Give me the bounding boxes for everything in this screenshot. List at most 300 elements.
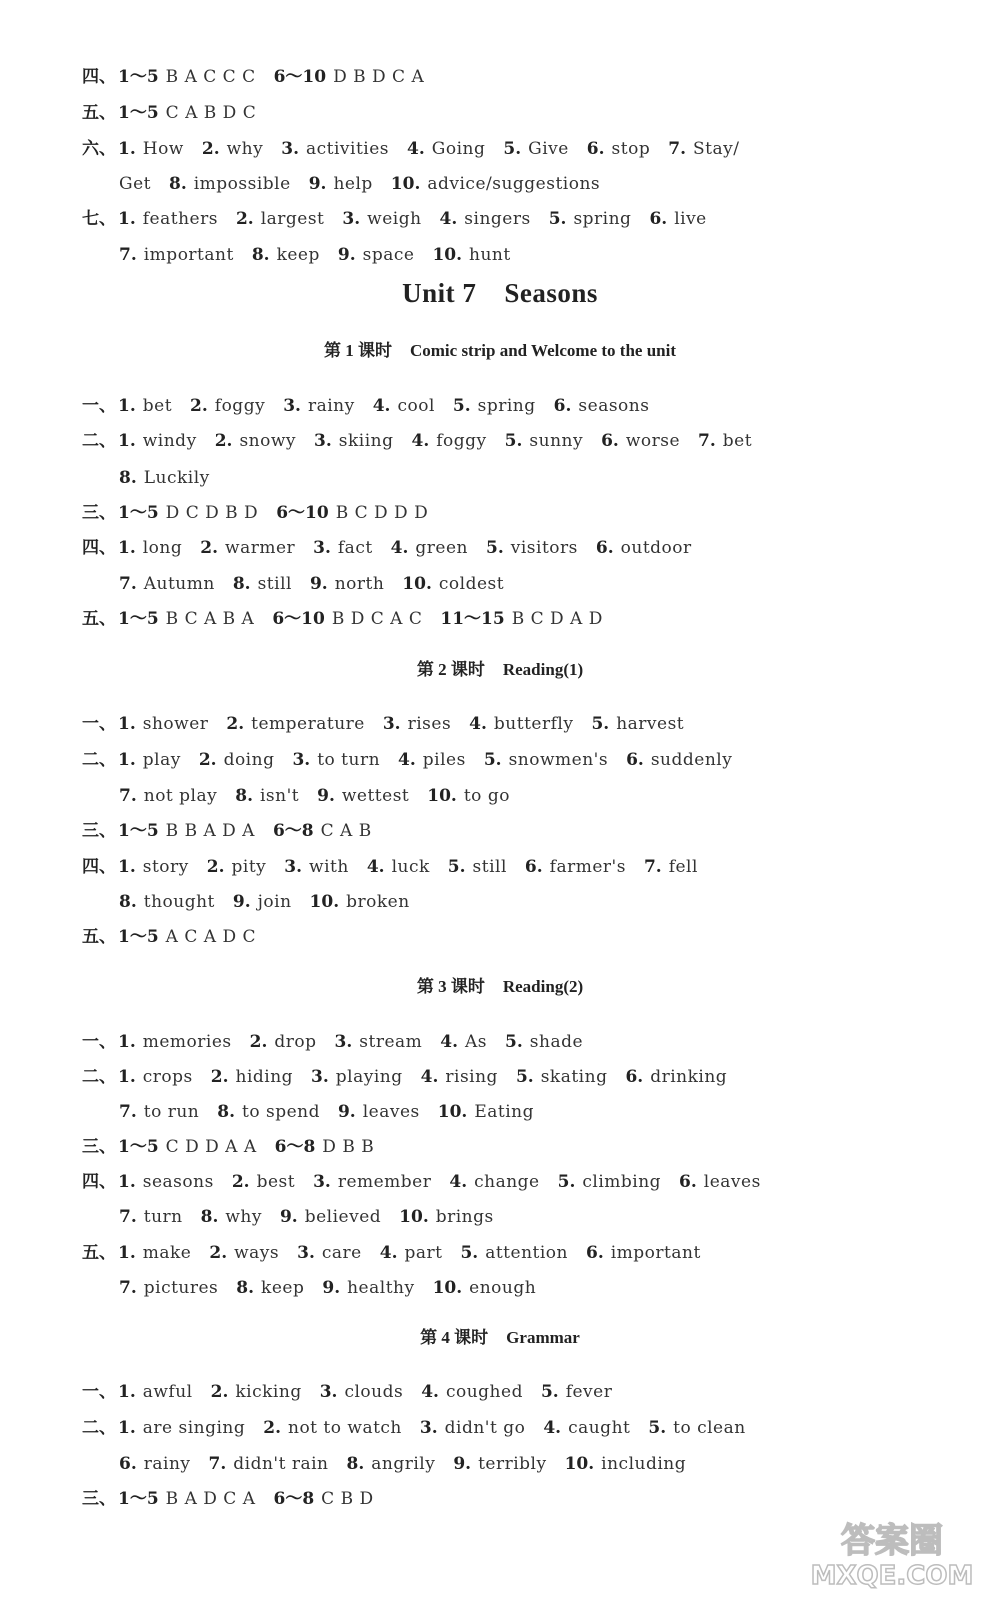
answer-text: D B B [322,1137,375,1157]
answer-item [391,167,600,201]
question-number: 8. [346,1454,365,1474]
answer-item [297,1236,362,1270]
question-number: 8. [232,574,251,594]
question-number: 10. [564,1454,595,1474]
answer-text: turn [143,1207,183,1227]
answer-item [273,1482,373,1516]
question-number: 2. [214,431,233,451]
question-number: 2. [231,1172,250,1192]
answer-row [119,779,904,813]
section-label: 五、 [82,1243,116,1262]
question-number: 4. [421,1382,439,1402]
question-number: 7. [119,574,137,594]
answer-row [82,602,904,636]
question-number: 5. [557,1172,576,1192]
answer-text: B D C A C [331,609,423,629]
section-label: 三、 [82,1489,116,1508]
answer-text: B C A B A [165,609,255,629]
question-number: 7. [119,245,137,265]
answer-text: largest [260,209,325,229]
section-label: 二、 [82,431,116,450]
question-number: 4. [469,714,487,734]
answer-item [272,602,422,636]
question-number: 1. [118,396,136,416]
question-number: 8. [119,468,137,488]
question-number: 9. [317,786,335,806]
answer-item [118,202,218,236]
answer-item [346,1447,435,1481]
question-number: 9. [337,1102,356,1122]
answer-item [118,1025,232,1059]
answer-item [118,1411,245,1445]
answer-item [211,1060,293,1094]
answer-text: enough [469,1278,537,1298]
answer-item [453,1447,546,1481]
answer-text: weigh [367,209,422,229]
answer-text: rises [407,714,452,734]
question-number: 2. [235,209,254,229]
question-number: 1. [118,538,136,558]
question-number: 4. [390,538,409,558]
question-number: 7. [698,431,716,451]
answer-text: Autumn [143,574,215,594]
section-label: 一、 [82,1032,116,1051]
unit-name: Seasons [504,278,598,308]
answer-item [407,132,485,166]
section-label: 四、 [82,1172,116,1191]
lesson-heading [0,972,1000,997]
answer-item [118,132,184,166]
answer-row [82,202,904,236]
answer-text: drinking [650,1067,728,1087]
question-number: 6. [601,431,619,451]
section-label: 六、 [82,139,116,158]
question-number: 4. [440,1032,459,1052]
answer-text: leaves [703,1172,761,1192]
question-number: 5. [505,1032,523,1052]
answer-text: didn't rain [233,1454,329,1474]
answer-item [200,531,295,565]
answer-text: memories [142,1032,232,1052]
question-number: 1～5 [118,503,159,523]
question-number: 2. [210,1382,229,1402]
answer-item [235,779,299,813]
answer-item [383,707,451,741]
answer-text: spring [477,396,536,416]
answer-text: foggy [436,431,487,451]
answer-item [118,389,172,423]
question-number: 3. [284,857,303,877]
answer-text: snowy [239,431,297,451]
answer-row [82,1165,904,1199]
answer-text: snowmen's [508,750,609,770]
answer-text: hiding [235,1067,294,1087]
question-number: 1. [118,1418,136,1438]
section-label: 五、 [82,927,116,946]
answer-text: clouds [344,1382,404,1402]
question-number: 1. [118,431,136,451]
question-number: 5. [503,139,522,159]
question-number: 9. [337,245,356,265]
question-number: 6. [626,750,644,770]
question-number: 3. [281,139,299,159]
answer-item [391,531,468,565]
answer-text: Going [431,139,486,159]
answer-text: not play [143,786,218,806]
question-number: 1～5 [118,1489,159,1509]
answer-item [338,238,415,272]
question-number: 6～10 [273,67,327,87]
question-number: 6. [524,857,543,877]
answer-item [373,389,435,423]
answer-text: remember [337,1172,432,1192]
answer-item [554,389,650,423]
answer-item [591,707,684,741]
answer-item [503,132,568,166]
answer-text: stop [611,139,651,159]
section-label: 四、 [82,538,116,557]
answer-row [119,1095,904,1129]
question-number: 4. [543,1418,562,1438]
answer-row [119,1447,904,1481]
question-number: 8. [235,786,253,806]
svg-text:MXQE.COM: MXQE.COM [810,1561,974,1591]
answer-text: Give [528,139,569,159]
answer-text: terribly [478,1454,547,1474]
answer-text: stream [359,1032,423,1052]
answer-text: coldest [438,574,505,594]
answer-text: seasons [578,396,650,416]
answer-item [310,885,410,919]
question-number: 10. [309,892,340,912]
answer-item [119,567,215,601]
answer-item [398,743,466,777]
answer-item [460,1236,568,1270]
answer-text: feathers [142,209,218,229]
question-number: 2. [201,139,220,159]
question-number: 2. [198,750,217,770]
answer-item [320,1375,404,1409]
answer-text: including [601,1454,687,1474]
answer-text: believed [304,1207,382,1227]
question-number: 3. [292,750,311,770]
question-number: 8. [251,245,270,265]
section-label: 五、 [82,103,116,122]
answer-text: butterfly [493,714,574,734]
answer-text: fever [565,1382,613,1402]
section-label: 一、 [82,396,116,415]
answer-item [649,202,706,236]
answer-item [236,202,324,236]
question-number: 2. [210,1067,229,1087]
answer-item [367,850,430,884]
question-number: 5. [504,431,523,451]
question-number: 3. [311,1067,329,1087]
question-number: 10. [432,1278,463,1298]
question-number: 5. [591,714,610,734]
answer-text: isn't [259,786,300,806]
answer-item [342,202,421,236]
answer-item [698,424,752,458]
question-number: 6～10 [272,609,325,629]
answer-row [119,167,904,201]
question-number: 6. [119,1454,137,1474]
answer-item [668,132,739,166]
answer-item [505,424,583,458]
answer-row [119,885,904,919]
section-label: 一、 [82,714,116,733]
answer-item [276,496,428,530]
answer-item [211,1375,302,1409]
answer-item [440,602,602,636]
answer-item [543,1411,630,1445]
question-number: 1. [118,1067,136,1087]
answer-text: luck [391,857,430,877]
answer-item [119,1095,199,1129]
question-number: 1. [118,139,136,159]
question-number: 7. [119,1278,137,1298]
answer-text: didn't go [444,1418,526,1438]
answer-item [215,424,296,458]
answer-row [82,707,904,741]
answer-text: crops [142,1067,193,1087]
answer-item [432,238,510,272]
answer-row [82,1482,904,1516]
question-number: 5. [515,1067,534,1087]
answer-item [118,814,255,848]
answer-row [82,1375,904,1409]
question-number: 4. [449,1172,468,1192]
answer-text: with [309,857,349,877]
answer-row [119,238,904,272]
question-number: 5. [486,538,504,558]
answer-row [82,60,904,94]
answer-text: worse [625,431,681,451]
section-label: 二、 [82,750,116,769]
question-number: 6～8 [272,821,314,841]
answer-text: to turn [317,750,381,770]
question-number: 5. [648,1418,667,1438]
answer-item [402,567,504,601]
answer-text: rainy [143,1454,191,1474]
answer-text: broken [346,892,410,912]
answer-item [438,1095,534,1129]
answer-text: brings [435,1207,494,1227]
answer-text: story [142,857,189,877]
answer-item [625,1060,727,1094]
question-number: 6. [586,139,605,159]
answer-item [119,885,215,919]
question-number: 2. [249,1032,268,1052]
answer-text: B A C C C [165,67,256,87]
question-number: 1～5 [118,821,159,841]
svg-text:答案圈: 答案圈 [841,1521,943,1561]
question-number: 9. [232,892,251,912]
answer-row [119,1200,904,1234]
answer-item [338,1095,420,1129]
answer-text: shower [142,714,209,734]
answer-item [310,567,384,601]
answer-item [601,424,680,458]
section-label: 三、 [82,821,116,840]
answer-item [119,779,217,813]
question-number: 3. [382,714,401,734]
answer-text: windy [142,431,197,451]
answer-item [199,743,275,777]
answer-row [119,1271,904,1305]
question-number: 3. [283,396,301,416]
question-number: 5. [452,396,471,416]
answer-item [309,167,373,201]
answer-item [207,850,267,884]
answer-text: live [674,209,707,229]
answer-text: change [474,1172,540,1192]
answer-item [525,850,626,884]
answer-item [469,707,573,741]
question-number: 5. [540,1382,559,1402]
answer-text: visitors [510,538,578,558]
question-number: 5. [548,209,567,229]
question-number: 4. [366,857,385,877]
question-number: 6～10 [276,503,329,523]
answer-item [209,1447,329,1481]
question-number: 2. [263,1418,281,1438]
answer-item [292,743,380,777]
answer-text: important [143,245,234,265]
question-number: 8. [236,1278,255,1298]
question-number: 9. [309,574,328,594]
question-number: 10. [402,574,432,594]
question-number: 1. [118,1032,136,1052]
question-number: 10. [432,245,463,265]
answer-text: seasons [142,1172,214,1192]
answer-text: B B A D A [165,821,255,841]
question-number: 7. [208,1454,227,1474]
lesson-heading [0,655,1000,680]
question-number: 6. [679,1172,697,1192]
question-number: 5. [447,857,466,877]
answer-row [82,1060,904,1094]
question-number: 7. [668,139,686,159]
answer-text: healthy [347,1278,415,1298]
answer-text: C B D [321,1489,374,1509]
answer-text: caught [568,1418,631,1438]
question-number: 10. [427,786,457,806]
section-label: 七、 [82,209,116,228]
question-number: 3. [313,1172,331,1192]
answer-item [169,167,291,201]
lesson-heading [0,336,1000,361]
question-number: 7. [119,1207,137,1227]
question-number: 6～8 [274,1137,316,1157]
question-number: 11～15 [440,609,505,629]
answer-text: Stay/ [692,139,740,159]
answer-item [202,132,263,166]
answer-item [317,779,409,813]
answer-text: drop [274,1032,317,1052]
lesson-title: Comic strip and Welcome to the unit [409,341,676,360]
answer-item [440,1025,487,1059]
question-number: 1. [118,857,136,877]
question-number: 1～5 [118,1137,159,1157]
question-number: 3. [319,1382,338,1402]
answer-text: pity [231,857,267,877]
answer-text: B C D D D [335,503,429,523]
answer-text: A C A D C [165,927,256,947]
answer-text: care [321,1243,362,1263]
answer-item [314,424,393,458]
answer-row [82,814,904,848]
lesson-number: 第 2 课时 [416,660,485,679]
question-number: 3. [314,431,332,451]
answer-item [233,567,292,601]
question-number: 1～5 [118,609,159,629]
question-number: 5. [483,750,502,770]
answer-item [486,531,578,565]
answer-text: to clean [673,1418,746,1438]
answer-item [421,1060,498,1094]
answer-item [596,531,692,565]
question-number: 6～8 [273,1489,315,1509]
answer-text: keep [276,245,320,265]
question-number: 3. [334,1032,353,1052]
answer-text: part [404,1243,443,1263]
answer-item [453,389,536,423]
answer-text: temperature [251,714,365,734]
answer-item [280,1200,381,1234]
answer-row [82,424,904,458]
answer-item [118,496,258,530]
section-label: 一、 [82,1382,116,1401]
answer-row [82,850,904,884]
question-number: 3. [419,1418,438,1438]
answer-text: How [142,139,184,159]
question-number: 4. [439,209,458,229]
unit-title [0,278,1000,309]
lesson-number: 第 4 课时 [420,1328,489,1347]
question-number: 4. [420,1067,439,1087]
answer-text: suddenly [650,750,733,770]
question-number: 1. [118,1382,136,1402]
answer-item [284,850,349,884]
answer-item [233,885,292,919]
answer-item [274,60,425,94]
answer-item [263,1411,402,1445]
lesson-title: Reading(2) [502,977,584,996]
question-number: 10. [399,1207,429,1227]
answer-item [427,779,510,813]
answer-item [118,1165,214,1199]
answer-text: play [142,750,181,770]
answer-text: green [415,538,469,558]
answer-item [587,132,650,166]
answer-item [516,1060,608,1094]
lesson-title: Grammar [506,1328,580,1347]
answer-text: attention [485,1243,568,1263]
answer-text: still [472,857,507,877]
answer-row [82,96,904,130]
answer-item [118,920,256,954]
question-number: 5. [460,1243,479,1263]
answer-text: hunt [469,245,511,265]
answer-row [82,531,904,565]
answer-text: best [256,1172,296,1192]
section-label: 四、 [82,857,116,876]
question-number: 2. [200,538,219,558]
question-number: 7. [119,786,137,806]
answer-item [313,531,373,565]
answer-text: north [334,574,385,594]
